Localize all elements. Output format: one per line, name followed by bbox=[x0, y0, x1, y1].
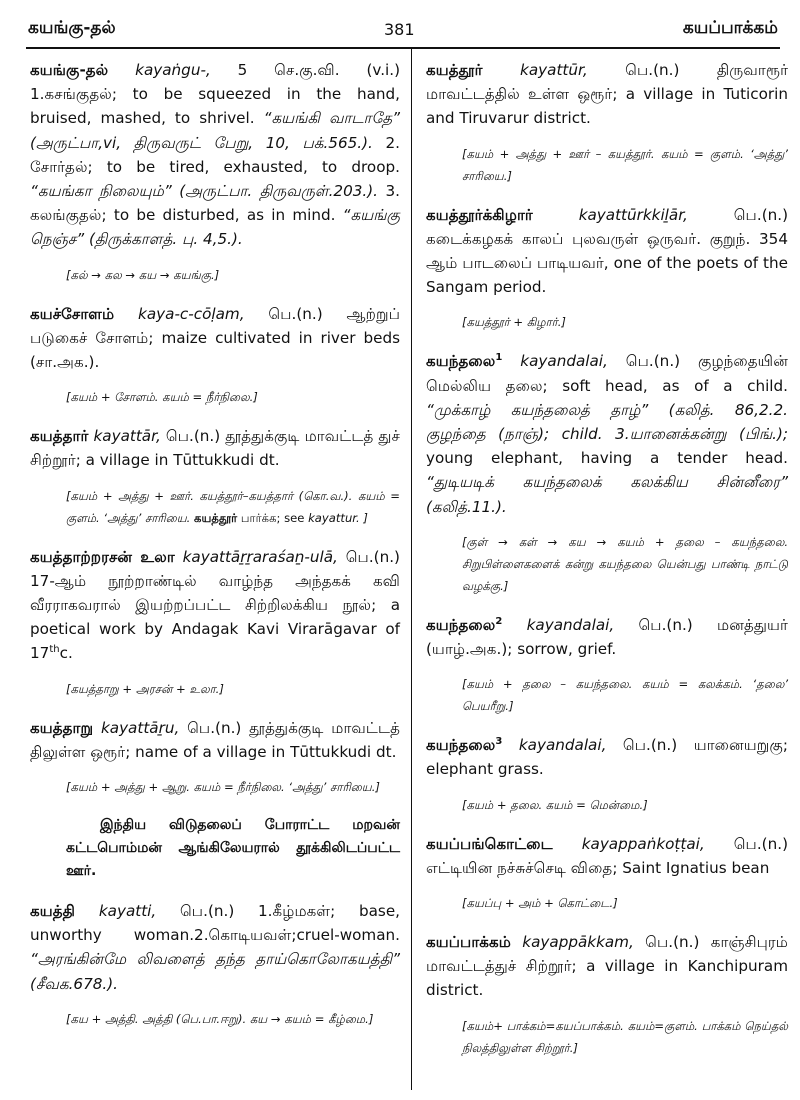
etymology-note: [கயம் + தலை – கயந்தலை. கயம் = கலக்கம். ‘தலை’ பெயரீறு.] bbox=[462, 677, 788, 714]
transliteration: kayattāṟu, bbox=[100, 718, 180, 737]
definition-text: பெ.(n.) தூத்துக்குடி மாவட்டத் துச் சிற்றூர்; a village in Tūttukkudi dt. bbox=[30, 427, 401, 470]
definition-text: பெ.(n.) கடைக்கழகக் காலப் புலவருள் ஒருவர். குறுந். 354 ஆம் பாடலைப் பாடியவர், one of the poets of the Sangam period. bbox=[426, 205, 788, 297]
headword: கயங்கு-தல் bbox=[30, 61, 109, 79]
definition-text: பெ.(n.) ஆற்றுப் படுகைச் சோளம்; maize cultivated in river beds (சா.அக.). bbox=[30, 304, 401, 372]
definition-text: பெ.(n.) 17-ஆம் நூற்றாண்டில் வாழ்ந்த அந்தகக் கவி வீரராகவரால் இயற்றப்பட்ட சிற்றிலக்கிய நூல்; a poetical work by Andagak Kavi Virarāgavar of 17 bbox=[30, 547, 400, 663]
dictionary-entry bbox=[426, 203, 788, 300]
headword: கயந்தலை bbox=[426, 352, 496, 371]
transliteration: kayatti, bbox=[98, 902, 157, 921]
header-rule bbox=[26, 47, 780, 49]
citation: “முக்காழ் கயந்தலைத் தாழ்” (கலித். 86,2.2. குழந்தை (நாஞ்); child. 3.யானைக்கன்று (பிங்.); bbox=[426, 400, 788, 444]
header-right-guideword: கயப்பாக்கம் bbox=[682, 18, 778, 38]
headword: கயத்தார் bbox=[30, 427, 89, 446]
definition-text: 5 செ.கு.வி. (v.i.) 1.கசங்குதல்; to be squeezed in the hand, bruised, mashed, to shrivel. bbox=[30, 61, 400, 128]
transliteration: kayattūr, bbox=[520, 61, 588, 79]
dictionary-entry bbox=[30, 58, 400, 252]
dictionary-entry bbox=[426, 613, 788, 661]
transliteration: kayattār, bbox=[93, 427, 161, 446]
column-divider bbox=[411, 48, 412, 1090]
page-number: 381 bbox=[383, 19, 415, 39]
cross-reference-transliteration: kayattur. bbox=[308, 510, 360, 525]
etymology-note: [குள் → கள் → கய → கயம் + தலை – கயந்தலை. சிறுபிள்ளைகளைக் கன்று கயந்தலை யென்பது பாண்டி நாட்டு வழக்கு.] bbox=[462, 534, 788, 593]
citation: “கயங்கு நெஞ்ச” (திருக்காளத். பு. 4,5.). bbox=[30, 206, 400, 249]
etymology-note: [கயப்பு + அம் + கொட்டை.] bbox=[462, 896, 618, 911]
transliteration: kayattūrkkiḻār, bbox=[578, 205, 688, 224]
definition-text: பெ.(n.) காஞ்சிபுரம் மாவட்டத்துச் சிற்றூர்; a village in Kanchipuram district. bbox=[426, 933, 789, 1000]
definition-text: பெ.(n.) குழந்தையின் மெல்லிய தலை; soft head, as of a child. bbox=[426, 352, 788, 395]
headword: கயந்தலை bbox=[426, 736, 496, 755]
transliteration: kayaṅgu-, bbox=[135, 61, 211, 79]
superscript: th bbox=[49, 644, 60, 656]
etymology-note: [கயம் + சோளம். கயம் = நீர்நிலை.] bbox=[66, 390, 258, 405]
etymology-text: பார்க்க; see bbox=[237, 510, 309, 525]
headword: கயப்பாக்கம் bbox=[426, 933, 511, 952]
dictionary-entry bbox=[30, 899, 400, 996]
cross-reference: கயத்தூர் bbox=[194, 510, 238, 525]
etymology-note: [கயம்+ பாக்கம்=கயப்பாக்கம். கயம்=குளம். பாக்கம் நெய்தல் நிலத்திலுள்ள சிற்றூர்.] bbox=[462, 1018, 788, 1055]
headword: கயத்தாறு bbox=[30, 718, 94, 737]
etymology-note: [கயம் + அத்து + ஊர் – கயத்தூர். கயம் = குளம். ‘அத்து’ சாரியை.] bbox=[462, 146, 788, 183]
citation: “அரங்கின்மே லிவளைத் தந்த தாய்கொலோகயத்தி” (சீவக.678.). bbox=[30, 950, 400, 993]
dictionary-entry bbox=[426, 832, 788, 880]
etymology-note: [கயம் + தலை. கயம் = மென்மை.] bbox=[462, 797, 648, 812]
dictionary-entry bbox=[426, 733, 788, 781]
etymology-note: [கய + அத்தி. அத்தி (பெ.பா.ஈறு). கய → கயம் = கீழ்மை.] bbox=[66, 1011, 374, 1026]
definition-text: 3. கலங்குதல்; to be disturbed, as in mind. bbox=[30, 182, 400, 225]
transliteration: kayattāṟṟaraśaṉ-ulā, bbox=[182, 547, 338, 566]
definition-text: பெ.(n.) திருவாரூர் மாவட்டத்தில் உள்ள ஒரூர்; a village in Tuticorin and Tiruvarur district. bbox=[426, 61, 788, 128]
definition-text: c. bbox=[59, 644, 73, 663]
etymology-note: [கயம் + அத்து + ஆறு. கயம் = நீர்நிலை. ‘அத்து’ சாரியை.] bbox=[66, 780, 380, 795]
citation: “கயங்கி வாடாதே” (அருட்பா,vi, திருவருட் பேறு, 10, பக்.565.). bbox=[30, 109, 400, 152]
definition-text: பெ.(n.) எட்டியின நச்சுச்செடி விதை; Saint Ignatius bean bbox=[426, 834, 788, 877]
definition-text: பெ.(n.) மனத்துயர் (யாழ்.அக.); sorrow, grief. bbox=[426, 615, 788, 659]
dictionary-entry bbox=[426, 349, 788, 518]
homonym-number: 3 bbox=[495, 736, 503, 748]
dictionary-entry bbox=[30, 545, 400, 666]
transliteration: kayappākkam, bbox=[522, 933, 634, 952]
headword: கயப்பங்கொட்டை bbox=[426, 834, 553, 853]
page-header bbox=[28, 14, 778, 44]
homonym-number: 1 bbox=[495, 352, 503, 364]
dictionary-entry bbox=[30, 716, 400, 764]
headword: கயத்தாற்றரசன் உலா bbox=[30, 547, 175, 566]
headword: கயந்தலை bbox=[426, 615, 496, 634]
homonym-number: 2 bbox=[495, 615, 503, 627]
left-column bbox=[30, 58, 400, 1046]
etymology-note bbox=[66, 485, 400, 529]
etymology-text: ] bbox=[359, 510, 368, 525]
citation: “கயங்கா நிலையும்” (அருட்பா. திருவருள்.203.). bbox=[30, 182, 378, 201]
transliteration: kayandalai, bbox=[520, 352, 608, 371]
headword: கயத்தூர் bbox=[426, 61, 483, 79]
transliteration: kayandalai, bbox=[526, 615, 615, 634]
transliteration: kayandalai, bbox=[518, 736, 607, 755]
etymology-note: [கயத்தூர் + கிழார்.] bbox=[462, 315, 566, 330]
dictionary-entry bbox=[30, 302, 400, 375]
headword: கயத்தூர்க்கிழார் bbox=[426, 205, 533, 224]
definition-text: பெ.(n.) 1.கீழ்மகள்; base, unworthy woman.2.கொடியவள்;cruel-woman. bbox=[30, 902, 401, 945]
etymology-note: [கல் → கல → கய → கயங்கு.] bbox=[66, 267, 220, 282]
headword: கயத்தி bbox=[30, 902, 76, 921]
etymology-note: [கயத்தாறு + அரசன் + உலா.] bbox=[66, 681, 224, 696]
etymology-text: [கயம் + அத்து + ஊர். கயத்தூர்–கயத்தார் (கொ.வ.). கயம் = குளம். ‘அத்து’ சாரியை. bbox=[66, 488, 400, 525]
headword: கயச்சோளம் bbox=[30, 304, 115, 323]
citation: “துடியடிக் கயந்தலைக் கலக்கிய சின்னீரை” (கலித்.11.). bbox=[426, 473, 788, 516]
definition-text: பெ.(n.) தூத்துக்குடி மாவட்டத் திலுள்ள ஒரூர்; name of a village in Tūttukkudi dt. bbox=[30, 718, 400, 761]
transliteration: kayappaṅkoṭṭai, bbox=[581, 834, 705, 853]
dictionary-entry bbox=[426, 58, 788, 131]
definition-text: பெ.(n.) யானையறுகு; elephant grass. bbox=[426, 736, 788, 779]
definition-text: young elephant, having a tender head. bbox=[426, 449, 788, 468]
right-column bbox=[426, 58, 788, 1075]
dictionary-entry bbox=[426, 930, 788, 1003]
historical-note: இந்திய விடுதலைப் போராட்ட மறவன் கட்டபொம்மன் ஆங்கிலேயரால் தூக்கிலிடப்பட்ட ஊர். bbox=[66, 817, 400, 880]
dictionary-entry bbox=[30, 424, 400, 472]
transliteration: kaya-c-cōḷam, bbox=[138, 304, 245, 323]
definition-text: 2. சோர்தல்; to be tired, exhausted, to droop. bbox=[30, 133, 400, 176]
header-left-guideword: கயங்கு-தல் bbox=[28, 18, 116, 38]
